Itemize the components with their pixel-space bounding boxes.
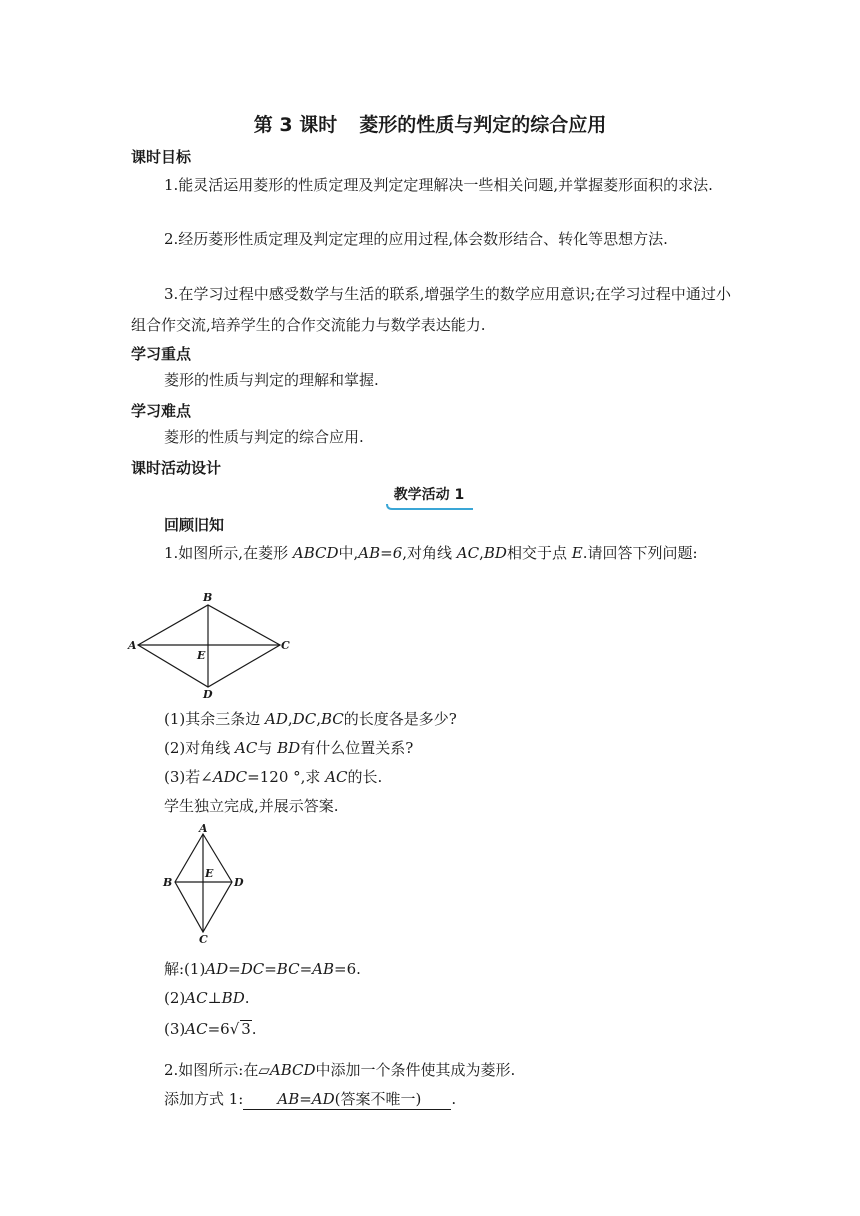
difficulties-heading: 学习难点 <box>131 402 192 420</box>
sub-question-1: (1)其余三条边 AD,DC,BC的长度各是多少? <box>164 710 457 728</box>
fig2-label-d: D <box>234 876 244 889</box>
objective-item-3: 3.在学习过程中感受数学与生活的联系,增强学生的数学应用意识;在学习过程中通过小组合作交流,培养学生的合作交流能力与数学表达能力. <box>131 285 731 334</box>
lesson-number: 第 3 课时 <box>253 114 338 136</box>
objectives-heading: 课时目标 <box>131 148 192 166</box>
fig1-label-a: A <box>128 639 137 652</box>
key-points-text: 菱形的性质与判定的理解和掌握. <box>164 371 379 389</box>
page-title <box>0 110 860 137</box>
answer-blank: AB=AD(答案不唯一) <box>243 1089 451 1110</box>
activity-badge: 教学活动 1 <box>393 487 465 503</box>
fig1-label-d: D <box>203 688 213 700</box>
badge-underline <box>386 503 474 511</box>
solution-line-3: (3)AC=6√ 3. <box>164 1020 257 1038</box>
question-2-method: 添加方式 1: AB=AD(答案不唯一) . <box>164 1090 457 1108</box>
fig1-label-e: E <box>197 649 206 662</box>
radicand: 3 <box>241 1020 251 1038</box>
sub-question-2: (2)对角线 AC与 BD有什么位置关系? <box>164 739 414 757</box>
activity-design-heading: 课时活动设计 <box>131 459 222 477</box>
fig2-label-b: B <box>163 876 173 889</box>
rhombus-figure-1 <box>124 590 294 700</box>
solution-line-1: 解:(1)AD=DC=BC=AB=6. <box>164 960 361 978</box>
question-2-intro: 2.如图所示:在▱ABCD中添加一个条件使其成为菱形. <box>164 1061 516 1079</box>
fig2-label-e: E <box>205 867 214 880</box>
fig1-label-c: C <box>281 639 290 652</box>
objective-item-2: 2.经历菱形性质定理及判定定理的应用过程,体会数形结合、转化等思想方法. <box>164 230 668 248</box>
fig2-label-c: C <box>199 933 208 944</box>
fig2-label-a: A <box>199 822 208 835</box>
objective-item-1: 1.能灵活运用菱形的性质定理及判定定理解决一些相关问题,并掌握菱形面积的求法. <box>164 176 713 194</box>
fig1-label-b: B <box>203 591 213 604</box>
review-heading: 回顾旧知 <box>164 516 225 534</box>
sub-question-3: (3)若∠ADC=120 °,求 AC的长. <box>164 768 383 786</box>
difficulties-text: 菱形的性质与判定的综合应用. <box>164 428 364 446</box>
key-points-heading: 学习重点 <box>131 345 192 363</box>
solution-line-2: (2)AC⊥BD. <box>164 989 250 1007</box>
lesson-topic: 菱形的性质与判定的综合应用 <box>359 114 607 136</box>
student-note: 学生独立完成,并展示答案. <box>164 797 339 815</box>
rhombus-figure-2 <box>160 822 250 944</box>
question-1-intro: 1.如图所示,在菱形 ABCD中,AB=6,对角线 AC,BD相交于点 E.请回答下列问题: <box>164 544 698 562</box>
